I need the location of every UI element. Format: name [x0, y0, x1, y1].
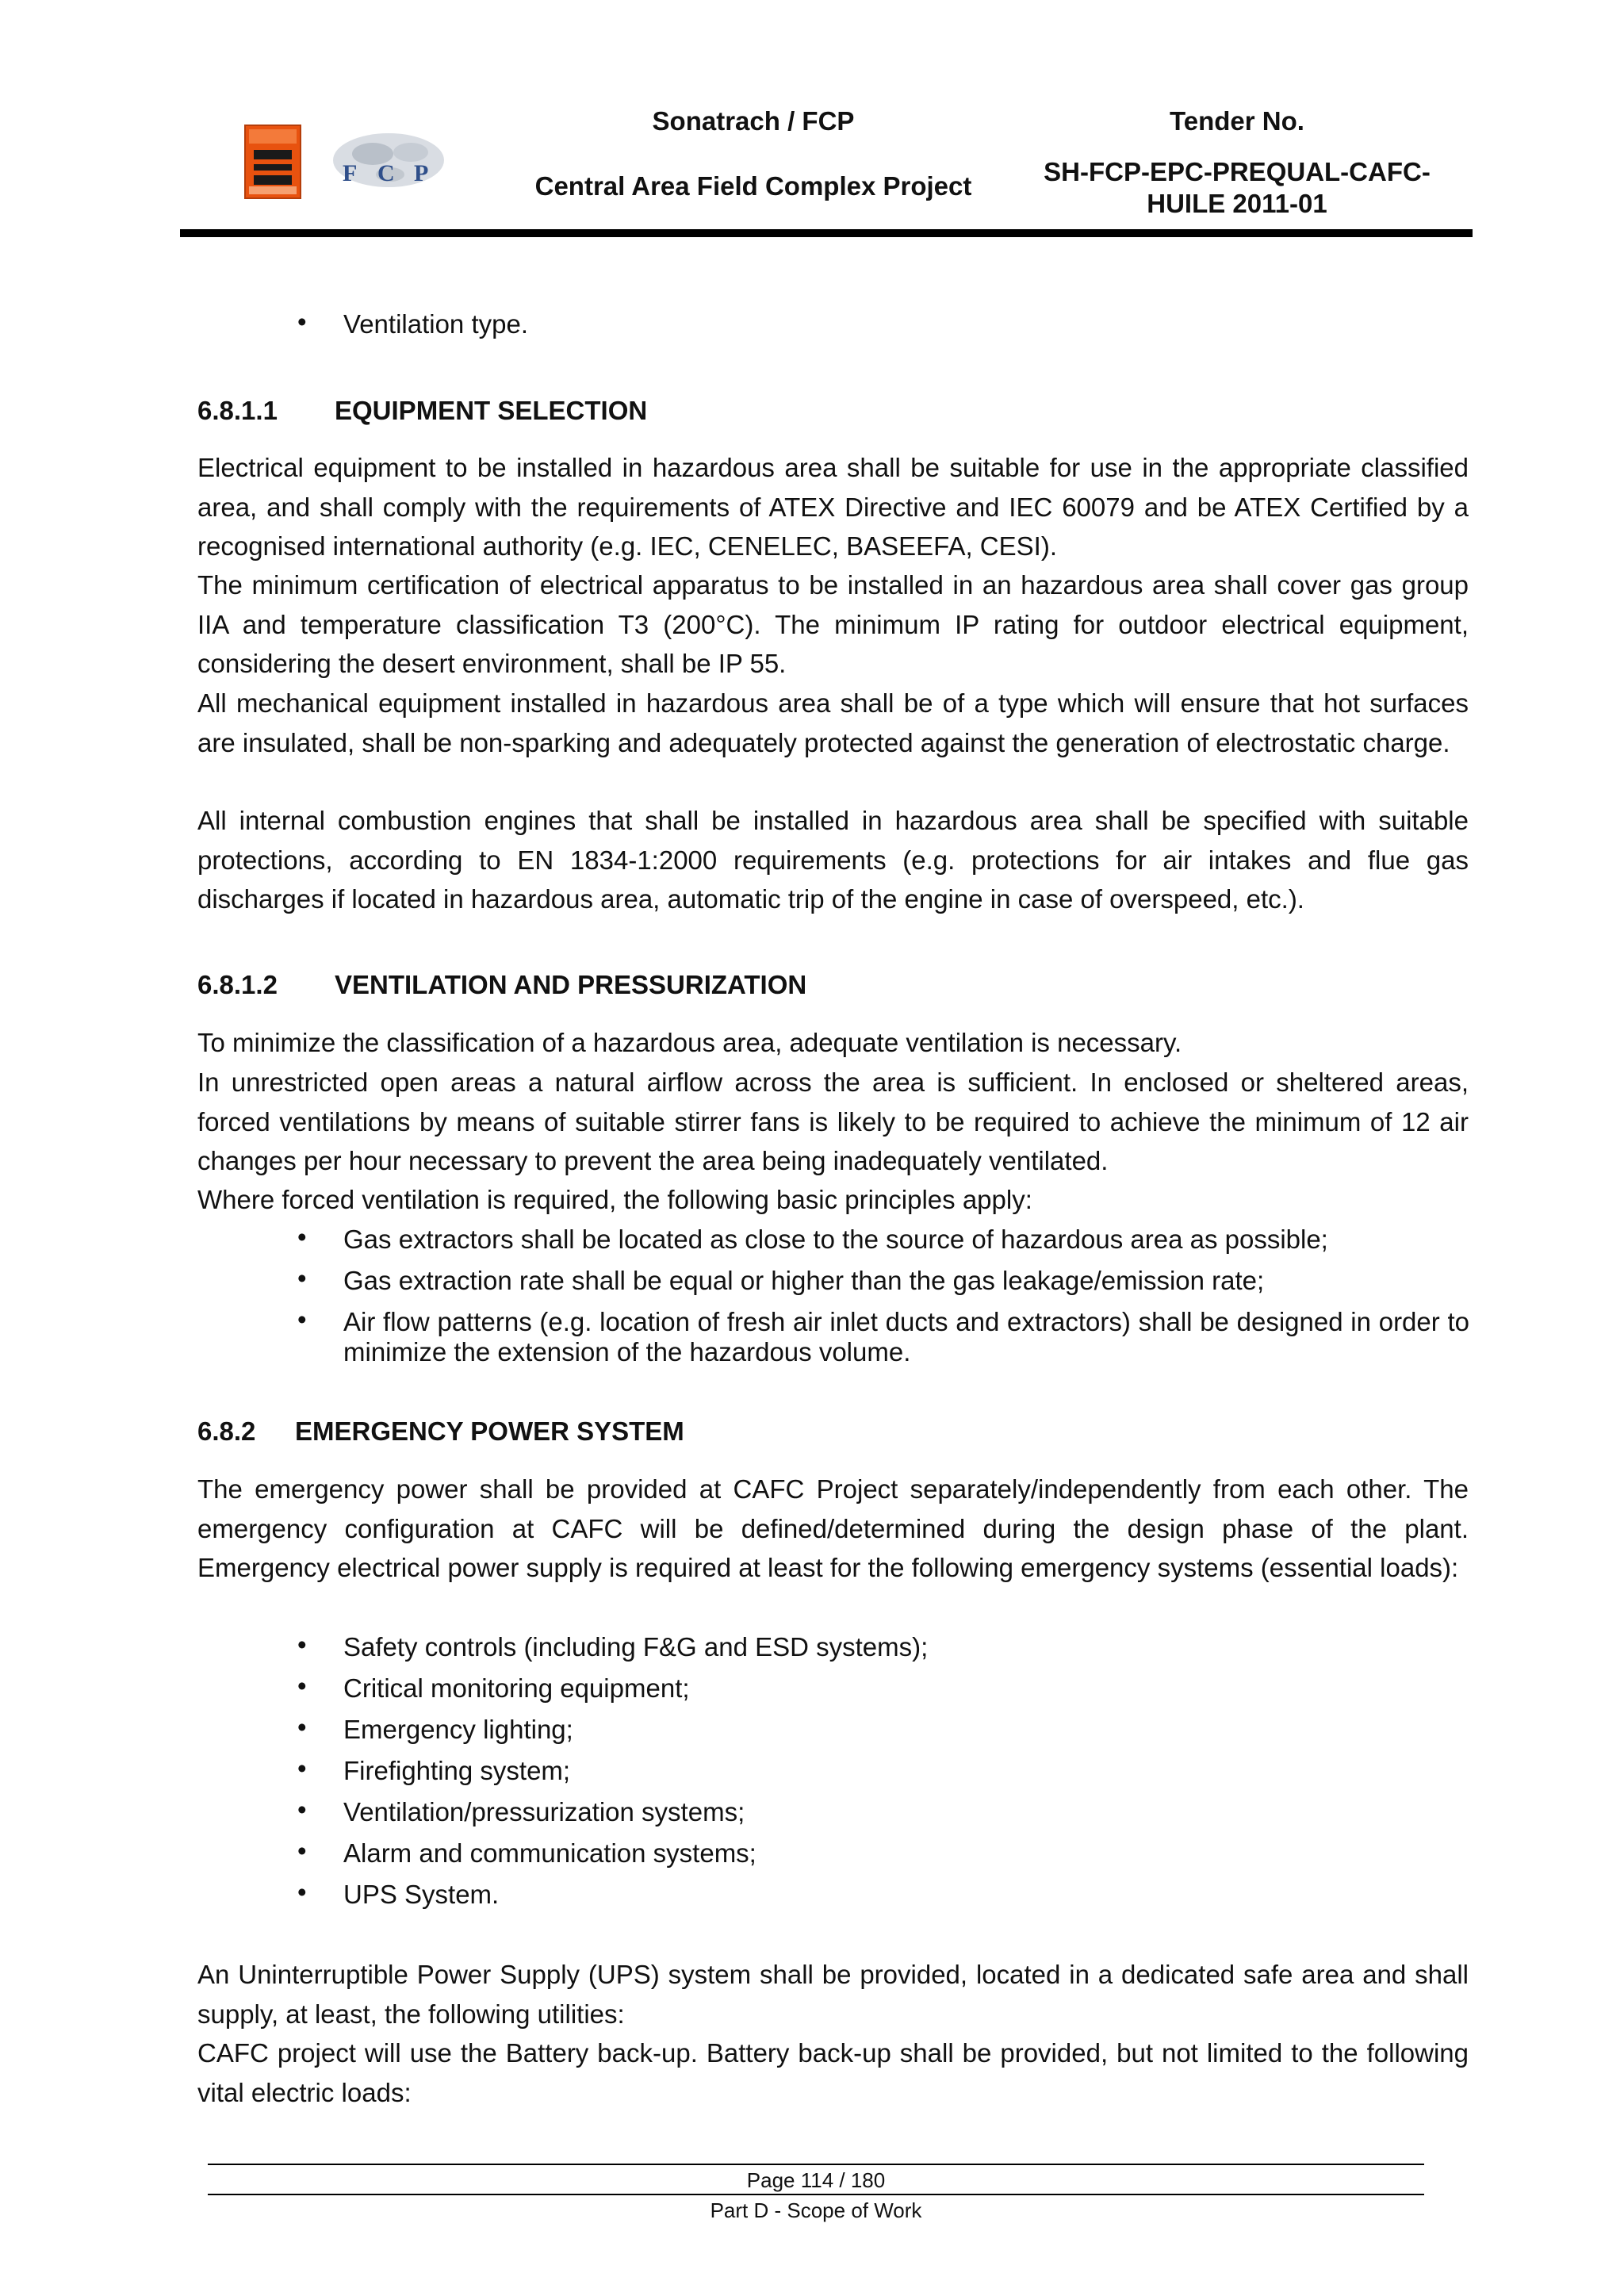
- section-6811-paragraph-4: All internal combustion engines that shall be installed in hazardous area shall be specified with suitable protections, according to EN 1834-1:2000 requirements (e.g. protections for air intakes and flue gas discharges if located in hazardous area, automatic trip of the engine in case of overspeed, etc.).: [197, 806, 1469, 914]
- section-6811-paragraph-2: The minimum certification of electrical apparatus to be installed in an hazardous area shall cover gas group IIA and temperature classification T3 (200°C). The minimum IP rating for outdoor electrical equipment, considering the desert environment, shall be IP 55.: [197, 570, 1469, 678]
- section-6812-bullet: Gas extractors shall be located as close to the source of hazardous area as possible;: [343, 1225, 1328, 1254]
- section-6812-paragraph-1: To minimize the classification of a hazardous area, adequate ventilation is necessary.: [197, 1028, 1182, 1057]
- footer-divider-bottom: [208, 2194, 1424, 2195]
- section-6812-paragraph-3: Where forced ventilation is required, the following basic principles apply:: [197, 1185, 1032, 1214]
- section-6812-title: VENTILATION AND PRESSURIZATION: [335, 970, 807, 999]
- section-682-bullet: Emergency lighting;: [343, 1715, 573, 1744]
- bullet-marker: •: [297, 307, 307, 336]
- section-682-bullet: UPS System.: [343, 1880, 500, 1909]
- bullet-marker: •: [297, 1222, 307, 1251]
- bullet-marker: •: [297, 1263, 307, 1293]
- section-682-number: 6.8.2: [197, 1416, 256, 1446]
- fcp-logo: [325, 128, 452, 197]
- section-6812-bullet: Gas extraction rate shall be equal or higher than the gas leakage/emission rate;: [343, 1266, 1265, 1295]
- sonatrach-logo: [244, 125, 301, 199]
- section-6812-paragraph-2: In unrestricted open areas a natural airflow across the area is sufficient. In enclosed or sheltered areas, forced ventilations by means of suitable stirrer fans is likely to be required to achieve the minimum of 12 air changes per hour necessary to prevent the area being inadequately ventilated.: [197, 1068, 1469, 1175]
- bullet-marker: •: [297, 1712, 307, 1742]
- section-6811-paragraph-1: Electrical equipment to be installed in hazardous area shall be suitable for use in the appropriate classified area, and shall comply with the requirements of ATEX Directive and IEC 60079 and be ATEX Certified by a recognised international authority (e.g. IEC, CENELEC, BASEEFA, CESI).: [197, 453, 1469, 561]
- section-682-paragraph-3: CAFC project will use the Battery back-up. Battery back-up shall be provided, but not limited to the following vital electric loads:: [197, 2038, 1469, 2107]
- section-682-bullet: Alarm and communication systems;: [343, 1838, 756, 1868]
- bullet-marker: •: [297, 1836, 307, 1865]
- section-682-paragraph-2: An Uninterruptible Power Supply (UPS) system shall be provided, located in a dedicated safe area and shall supply, at least, the following utilities:: [197, 1960, 1469, 2029]
- header-tender-label: Tender No.: [1170, 106, 1304, 136]
- bullet-marker: •: [297, 1877, 307, 1907]
- header-tender-number: SH-FCP-EPC-PREQUAL-CAFC-HUILE 2011-01: [1044, 157, 1431, 218]
- section-682-bullet: Firefighting system;: [343, 1756, 571, 1785]
- bullet-marker: •: [297, 1630, 307, 1659]
- bullet-marker: •: [297, 1671, 307, 1700]
- section-682-bullet: Critical monitoring equipment;: [343, 1673, 690, 1703]
- section-6811-number: 6.8.1.1: [197, 396, 278, 425]
- footer-page-number: Page 114 / 180: [746, 2168, 886, 2192]
- svg-text:F: F: [343, 160, 358, 186]
- bullet-marker: •: [297, 1754, 307, 1783]
- section-6812-bullet: Air flow patterns (e.g. location of fresh air inlet ducts and extractors) shall be designed in order to minimize the extension of the hazardous volume.: [343, 1307, 1469, 1366]
- section-682-bullet: Ventilation/pressurization systems;: [343, 1797, 745, 1826]
- intro-bullet: Ventilation type.: [343, 309, 528, 339]
- section-6811-paragraph-3: All mechanical equipment installed in hazardous area shall be of a type which will ensure that hot surfaces are insulated, shall be non-sparking and adequately protected against the generation of electrostatic charge.: [197, 688, 1469, 757]
- section-682-title: EMERGENCY POWER SYSTEM: [295, 1416, 684, 1446]
- footer-divider-top: [208, 2164, 1424, 2165]
- svg-text:C: C: [377, 160, 395, 186]
- bullet-marker: •: [297, 1795, 307, 1824]
- svg-text:P: P: [414, 160, 429, 186]
- section-682-paragraph-1: The emergency power shall be provided at CAFC Project separately/independently from each other. The emergency configuration at CAFC will be defined/determined during the design phase of the plant. Emergency electrical power supply is required at least for the following emergency systems (essential loads):: [197, 1474, 1469, 1582]
- header-divider: [180, 229, 1473, 237]
- header-company: Sonatrach / FCP: [652, 106, 855, 136]
- section-6812-number: 6.8.1.2: [197, 970, 278, 999]
- header-project: Central Area Field Complex Project: [534, 171, 972, 201]
- section-6811-title: EQUIPMENT SELECTION: [335, 396, 648, 425]
- section-682-bullet: Safety controls (including F&G and ESD systems);: [343, 1632, 929, 1662]
- footer-part-label: Part D - Scope of Work: [710, 2198, 922, 2222]
- bullet-marker: •: [297, 1305, 307, 1334]
